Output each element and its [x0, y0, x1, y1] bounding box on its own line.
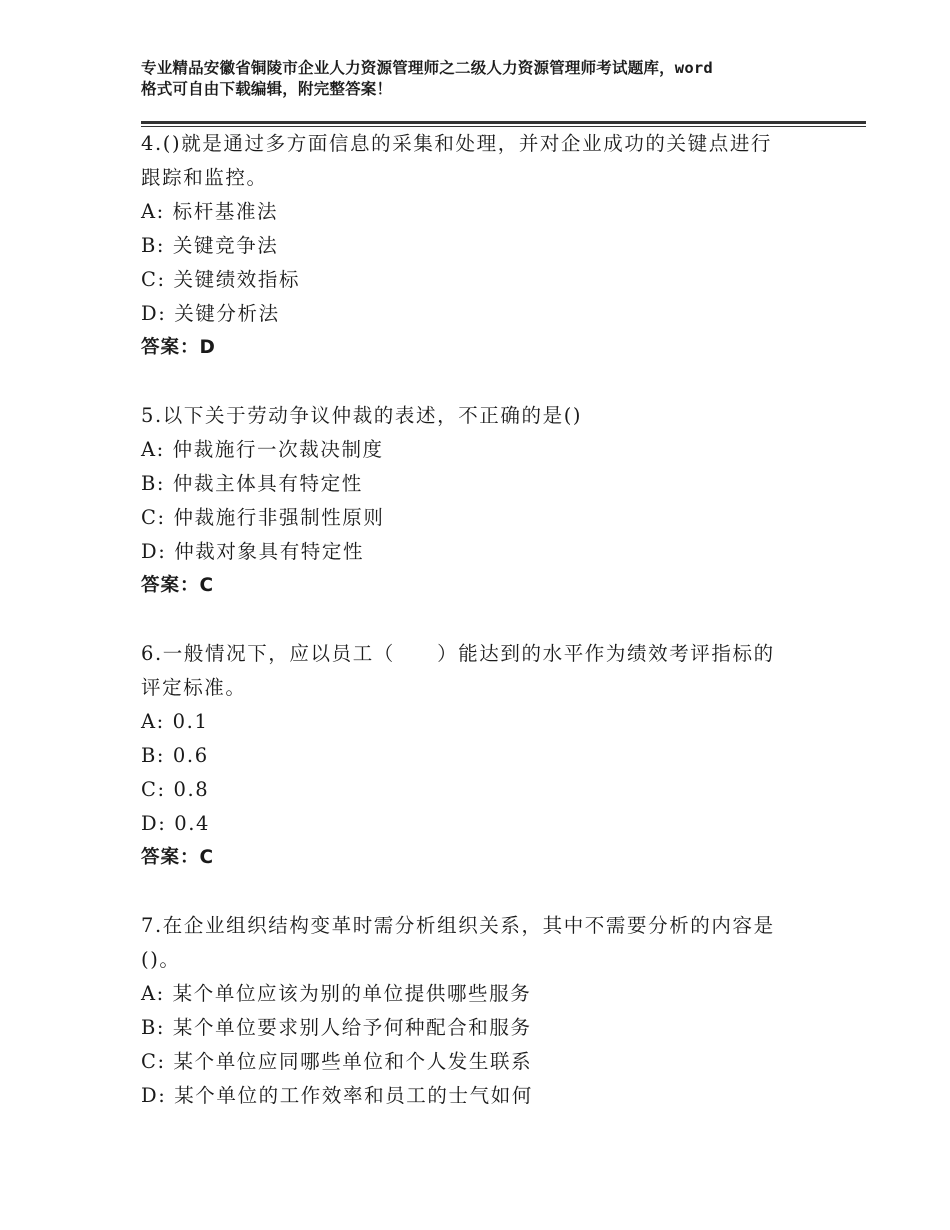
option-d: D: 某个单位的工作效率和员工的士气如何 — [141, 1084, 533, 1107]
option-c: C: 某个单位应同哪些单位和个人发生联系 — [141, 1050, 533, 1073]
question-4 — [141, 127, 841, 365]
option-d: D: 关键分析法 — [141, 302, 280, 325]
question-text-line: 4.()就是通过多方面信息的采集和处理，并对企业成功的关键点进行 — [141, 132, 773, 155]
question-list — [141, 127, 841, 1147]
option-c: C: 仲裁施行非强制性原则 — [141, 506, 385, 529]
option-b: B: 关键竞争法 — [141, 234, 279, 257]
header-line-1: 专业精品安徽省铜陵市企业人力资源管理师之二级人力资源管理师考试题库，word — [141, 59, 713, 77]
question-6 — [141, 637, 841, 875]
question-text-line: 7.在企业组织结构变革时需分析组织关系，其中不需要分析的内容是 — [141, 914, 775, 937]
option-b: B: 0.6 — [141, 744, 209, 767]
question-text-line: 跟踪和监控。 — [141, 166, 268, 189]
option-c: C: 0.8 — [141, 778, 210, 801]
option-a: A: 某个单位应该为别的单位提供哪些服务 — [141, 982, 532, 1005]
option-b: B: 某个单位要求别人给予何种配合和服务 — [141, 1016, 532, 1039]
header-rule-thick — [141, 121, 866, 124]
option-d: D: 仲裁对象具有特定性 — [141, 540, 365, 563]
question-5 — [141, 399, 841, 603]
option-a: A: 仲裁施行一次裁决制度 — [141, 438, 384, 461]
option-a: A: 标杆基准法 — [141, 200, 279, 223]
option-d: D: 0.4 — [141, 812, 211, 835]
question-text-line: 6.一般情况下，应以员工（ ）能达到的水平作为绩效考评指标的 — [141, 642, 775, 665]
header-line-2: 格式可自由下载编辑，附完整答案！ — [141, 80, 393, 98]
option-a: A: 0.1 — [141, 710, 209, 733]
question-text-line: 评定标准。 — [141, 676, 247, 699]
option-b: B: 仲裁主体具有特定性 — [141, 472, 363, 495]
question-text-line: 5.以下关于劳动争议仲裁的表述，不正确的是() — [141, 404, 583, 427]
option-c: C: 关键绩效指标 — [141, 268, 301, 291]
question-7 — [141, 909, 841, 1113]
answer: 答案：D — [141, 337, 216, 358]
question-text-line: ()。 — [141, 948, 181, 971]
answer: 答案：C — [141, 575, 215, 596]
document-header — [141, 58, 831, 100]
answer: 答案：C — [141, 847, 215, 868]
